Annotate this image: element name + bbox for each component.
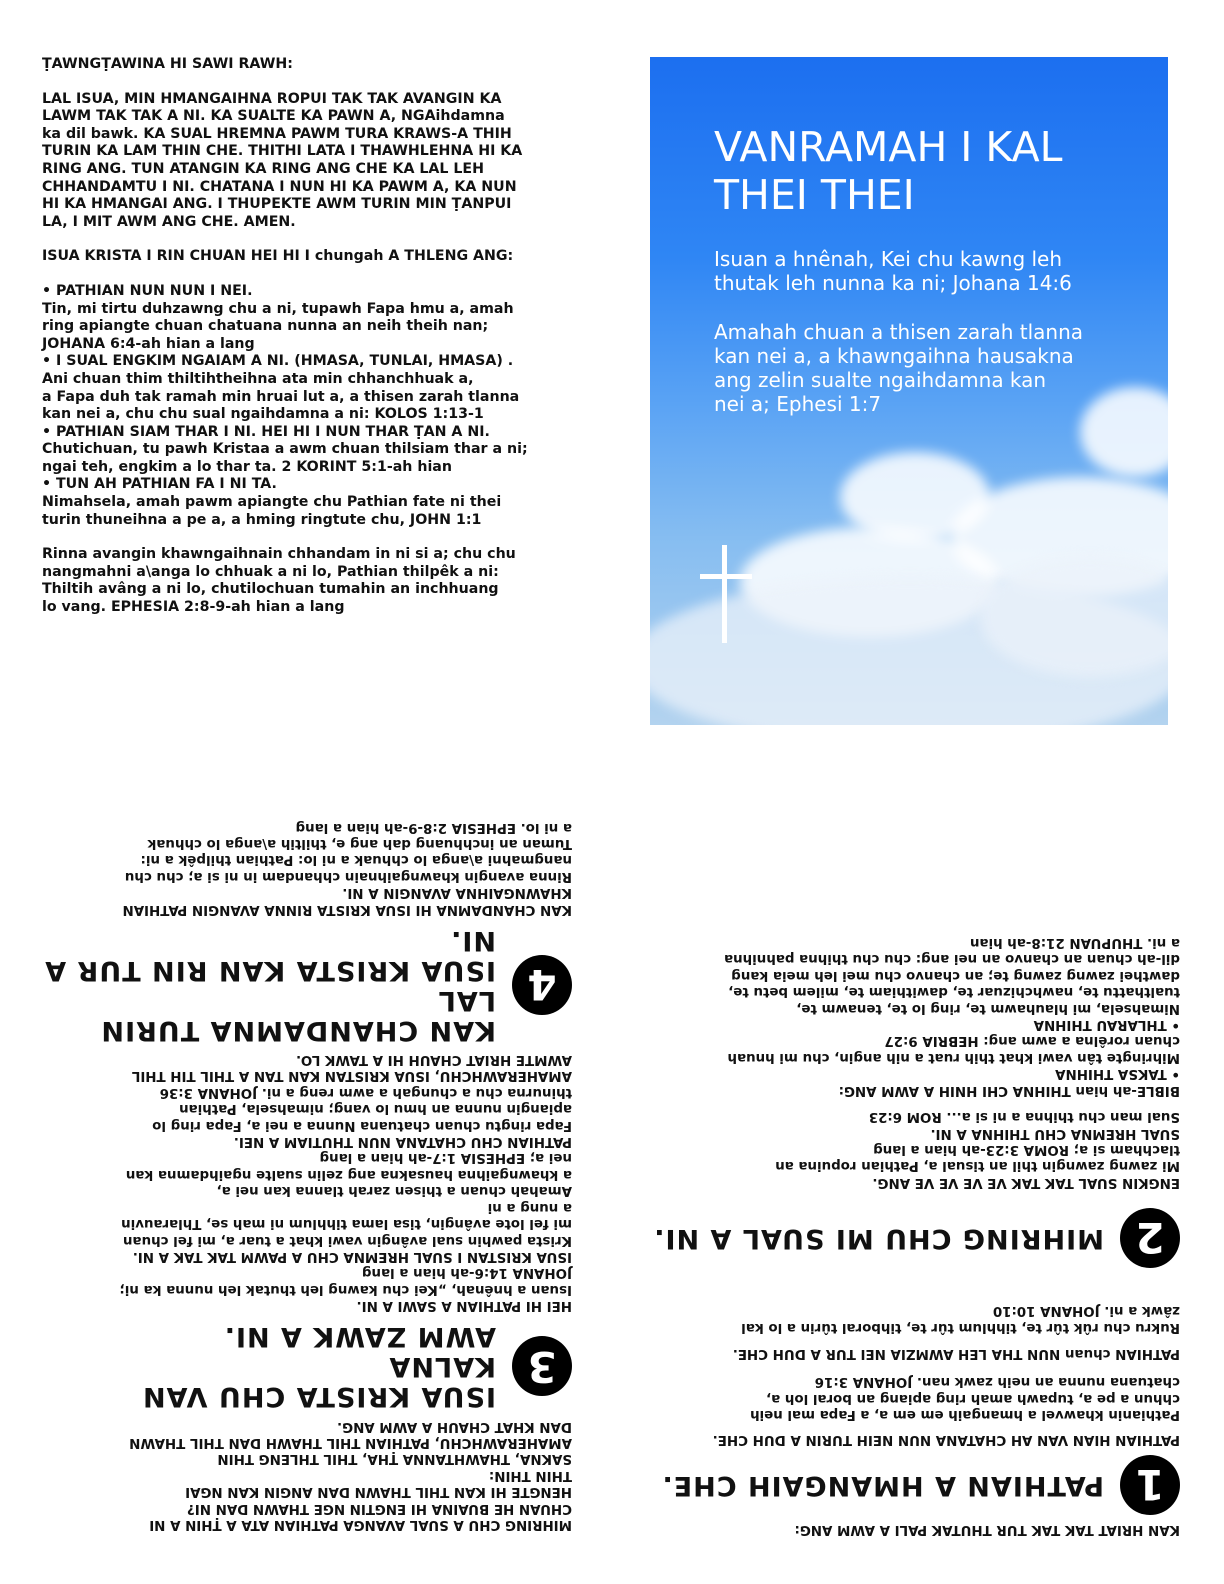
section-2-text: SUAL HREMNA CHU THIHNA A NI. bbox=[930, 1125, 1180, 1141]
section-3-text: Krista pawhin sual avângin vawi khat a tuar a, mi fel chuan mi fel lote avângin, tisa lama tihhlum ni mah se, Thlarauvin a nung a ni bbox=[121, 1199, 572, 1248]
section-3-text: HEI HI PATHIAN A SAWI A NI. bbox=[356, 1298, 572, 1314]
section-3-text: AMAHERAWHCHU, ISUA KRISTAN KAN TAN A THIL TIH THIL AWMTE HRIAT CHAUH HI A TAWK LO. bbox=[131, 1052, 572, 1084]
cross-icon-bar bbox=[700, 574, 752, 579]
section-3-text: Fapa ringtu chuan chatuana Nunna a nei a, Fapa ring lo apiangin nunna an hmu lo vang; nimahsela, Pathian thinurna chu a chungah a awm reng a ni. JOHANA 3:36 bbox=[152, 1084, 572, 1133]
four-truths-panel bbox=[640, 825, 1180, 1537]
section-2-title: MIHRING CHU MI SUAL A NI. bbox=[653, 1222, 1104, 1254]
cover-image bbox=[650, 57, 1168, 725]
promise-heading: ISUA KRISTA I RIN CHUAN HEI HI I chungah A THLENG ANG: bbox=[42, 248, 514, 265]
section-1-text: PATHIAN HIAN VAN AH CHATANA NUN NEIH TURIN A DUH CHE. bbox=[712, 1431, 1180, 1447]
works-text: SAKNA, THAWHTANNA ṬHA, THIL THLENG THIN AMAHERAWHCHU, PATHIAN THIL THAWH DAN THIL THAWN DAN KHAT CHAUH A AWM ANG. bbox=[129, 1418, 572, 1467]
section-2-text: BIBLE-ah hian THIHNA CHI HNIH A AWM ANG: bbox=[838, 1082, 1180, 1098]
closing-verse: Rinna avangin khawngaihnain chhandam in ni si a; chu chu nangmahni a\anga lo chhuak a ni lo, Pathian thilpêk a ni: Thiltih avâng a ni lo, chutilochuan tumahin an inchhuang lo vang. EPHESIA 2:8-9-ah hian a lang bbox=[42, 546, 516, 616]
section-3-text: Isuan a hnênah, „Kei chu kawng leh thutak leh nunna ka ni; JOHANA 14:6-ah hian a lang bbox=[119, 1265, 572, 1297]
section-4-text: KAN CHANDAMNA HI ISUA KRISTA RINNA AVANGIN PATHIAN KHAWNGAIHNA AVANGIN A NI. bbox=[122, 885, 572, 917]
section-3-text: ISUA KRISTAN I SUAL HREMNA CHU A PAWM TAK TAK A NI. bbox=[132, 1248, 572, 1264]
number-badge: 1 bbox=[1120, 1455, 1180, 1515]
section-1-text: Rukru chu rûk tûr te, tihhlum tûr te, tihboral tûrin a lo kal zâwk a ni. JOHANA 10:10 bbox=[741, 1303, 1180, 1335]
section-3-text: PATHIAN CHU CHATANA NUN THUTIAM A NEI. bbox=[233, 1134, 572, 1150]
number-badge: 2 bbox=[1120, 1208, 1180, 1268]
intro-text: KAN HRIAT TAK TAK TUR THUTAK PALI A AWM ANG: bbox=[794, 1522, 1180, 1537]
section-1-title: PATHIAN A HMANGAIH CHE. bbox=[661, 1469, 1104, 1501]
cross-icon bbox=[722, 545, 727, 643]
promise-points: • PATHIAN NUN NUN I NEI. Tin, mi tirtu duhzawng chu a ni, tupawh Fapa hmu a, amah ring apiangte chuan chatuana nunna an neih theih nan; JOHANA 6:4-ah hian a lang • I SUAL ENGKIM NGAIAM A NI. (HMASA, TUNLAI, HMASA) . Ani chuan thim thiltihtheihna ata min chhanchhuak a, a Fapa duh tak ramah min hruai lut a, a thisen zarah tlanna kan nei a, chu chu sual ngaihdamna a ni: KOLOS 1:13-1 • PATHIAN SIAM THAR I NI. HEI HI I NUN THAR ṬAN A NI. Chutichuan, tu pawh Kristaa a awm chuan thilsiam thar a ni; ngai teh, engkim a lo thar ta. 2 KORINT 5:1-ah hian • TUN AH PATHIAN FA I NI TA. Nimahsela, amah pawm apiangte chu Pathian fate ni thei turin thuneihna a pe a, a hming ringtute chu, JOHN 1:1 bbox=[42, 282, 528, 528]
section-1-text: PATHIAN chuan NUN THA LEH AWMZIA NEI TUR A DUH CHE. bbox=[732, 1345, 1180, 1361]
section-2-text: Nimahsela, mi hlauhawm te, ring lo te, tenawm te, tualthattu te, nawhchizuar te, dawithiam te, milem betu te, dawthei zawng zawng te; an chanvo chu mei leh meia kang dil-ah chuan an chanvo an nei ang: chu chu thihna pahnihna a ni. THUPUAN 21:8-ah hian bbox=[724, 935, 1180, 1016]
section-3-text: Amahah chuan a thisen zarah tlanna kan nei a, a khawngaihna hausakna ang zelin sualte ngaihdamna kan nei a; EPHESIA 1:7-ah hian a lang bbox=[125, 1150, 572, 1199]
question-text: MIHRING CHU A SUAL AVANGA PATHIAN ATA A ṬHIN A NI CHUAN HE BUAINA HI ENGTIN NGE THAWN DAN NI? HENGTE HI KAN THIL THAWN DAN ANGIN KAN NGAI THIN THIN: bbox=[149, 1467, 572, 1532]
section-2-header bbox=[640, 1208, 1180, 1268]
cover-verse-1: Isuan a hnênah, Kei chu kawng leh thutak leh nunna ka ni; Johana 14:6 bbox=[714, 247, 1072, 295]
section-1-text: Pathianin khawvel a hmangaih em em a, a Fapa mal neih chhun a pe a, tupawh amah ring apiang an boral loh a, chatuana nunna an neih zawk nan. JOHANA 3:16 bbox=[750, 1374, 1180, 1423]
cover-title: VANRAMAH I KAL THEI THEI bbox=[714, 123, 1063, 219]
section-3-header bbox=[42, 1321, 572, 1411]
prayer-panel bbox=[42, 56, 587, 617]
section-2-text: • THLARAU THIHNA bbox=[1033, 1017, 1180, 1033]
salvation-panel bbox=[42, 820, 572, 1532]
section-2-text: Mihringte tân vawi khat thih ruat a nih angin, chu mi hnuah chuan rorêlna a awm ang: HEBRIA 9:27 bbox=[727, 1033, 1180, 1065]
cover-verse-2: Amahah chuan a thisen zarah tlanna kan nei a, a khawngaihna hausakna ang zelin sualte ngaihdamna kan nei a; Ephesi 1:7 bbox=[714, 320, 1083, 416]
section-4-text: Rinna avangin khawngaihnain chhandam in ni si a; chu chu nangmahni a\anga lo chhuak a ni lo: Pathian thilpêk a ni: Tuman an inchhuang dah ang e, thiltih a\anga lo chhuak a ni lo. EPHESIA 2:8-9-ah hian a lang bbox=[124, 819, 572, 884]
section-1-header bbox=[640, 1455, 1180, 1515]
number-badge: 3 bbox=[512, 1336, 572, 1396]
prayer-text: LAL ISUA, MIN HMANGAIHNA ROPUI TAK TAK AVANGIN KA LAWM TAK TAK A NI. KA SUALTE KA PAWN A, NGAihdamna ka dil bawk. KA SUAL HREMNA PAWM TURA KRAWS-A THIH TURIN KA LAM THIN CHE. THITHI LATA I THAWHLEHNA HI KA RING ANG. TUN ATANGIN KA RING ANG CHE KA LAL LEH CHHANDAMTU I NI. CHATANA I NUN HI KA PAWM A, KA NUN HI KA HMANGAI ANG. I THUPEKTE AWM TURIN MIN ṬANPUI LA, I MIT AWM ANG CHE. AMEN. bbox=[42, 90, 523, 230]
section-2-text: Sual man chu thihna a ni si a... ROM 6:23 bbox=[868, 1109, 1180, 1125]
section-2-text: ENGKIN SUAL TAK TAK VE VE VE VE ANG. bbox=[872, 1174, 1180, 1190]
section-4-title: KAN CHANDAMNA TURIN LAL ISUA KRISTA KAN RIN TUR A NI. bbox=[44, 924, 496, 1046]
prayer-heading: ṬAWNGṬAWINA HI SAWI RAWH: bbox=[42, 56, 293, 72]
section-3-title: ISUA KRISTA CHU VAN KALNA AWM ZAWK A NI. bbox=[142, 1321, 496, 1413]
section-4-header bbox=[42, 925, 572, 1045]
section-2-text: • TAKSA THIHNA bbox=[1055, 1066, 1180, 1082]
number-badge: 4 bbox=[512, 955, 572, 1015]
section-2-text: Mi zawng zawngin thil an tisual a, Pathian ropuina an tlachham si a; ROMA 3:23-ah hian a lang bbox=[775, 1141, 1180, 1174]
